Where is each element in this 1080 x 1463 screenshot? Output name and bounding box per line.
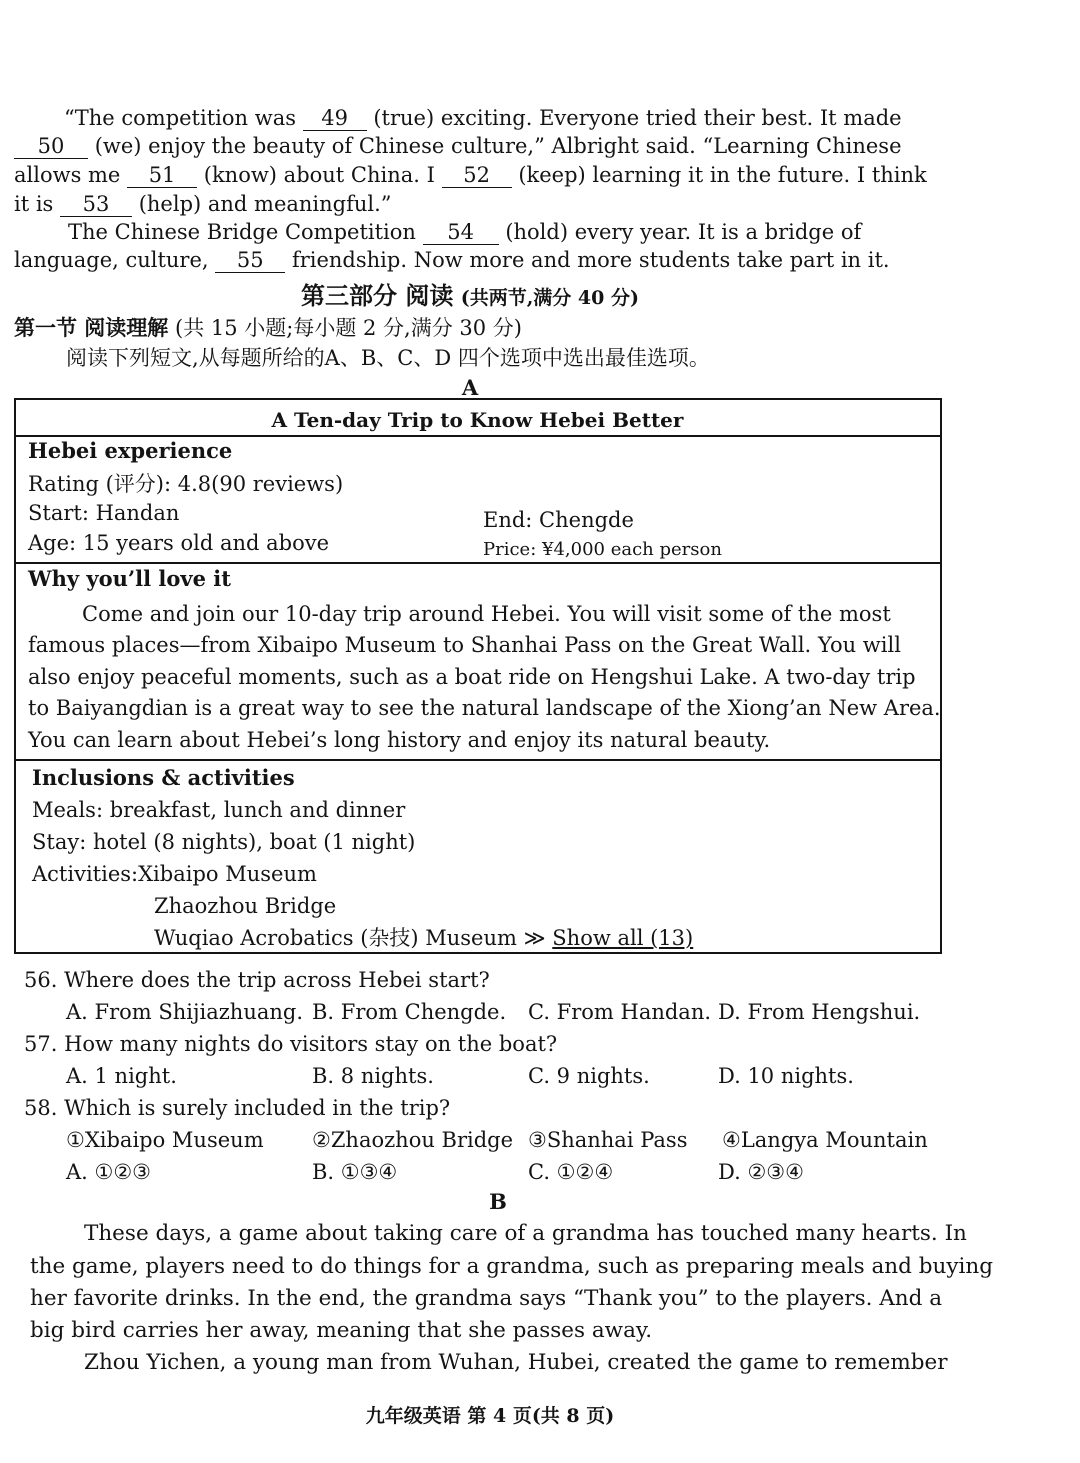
blank-49[interactable]: 49: [303, 106, 367, 131]
blank-50[interactable]: 50: [14, 134, 88, 159]
option[interactable]: C. ①②④: [528, 1160, 614, 1184]
cloze-line-6: language, culture, 55 friendship. Now more and more students take part in it.: [14, 248, 890, 272]
trip-start: Start: Handan: [28, 501, 180, 525]
why-line: Come and join our 10-day trip around Hebei. You will visit some of the most: [82, 602, 891, 626]
choice-item: ②Zhaozhou Bridge: [312, 1128, 514, 1152]
price: Price: ¥4,000 each person: [483, 539, 722, 560]
experience-heading: Hebei experience: [28, 438, 233, 463]
cloze-line-4: it is 53 (help) and meaningful.”: [14, 192, 392, 216]
card-divider: [16, 759, 940, 761]
activity-item: Xibaipo Museum: [138, 862, 317, 886]
passage-b-line: the game, players need to do things for a grandma, such as preparing meals and buying: [30, 1254, 993, 1279]
why-line: also enjoy peaceful moments, such as a boat ride on Hengshui Lake. A two-day trip: [28, 665, 916, 689]
passage-a-label: A: [461, 375, 479, 400]
passage-b-line: Zhou Yichen, a young man from Wuhan, Hubei, created the game to remember: [84, 1350, 948, 1375]
why-line: to Baiyangdian is a great way to see the natural landscape of the Xiong’an New Area.: [28, 696, 941, 720]
page-footer: 九年级英语 第 4 页(共 8 页): [365, 1405, 615, 1427]
activity-item-last: Wuqiao Acrobatics (杂技) Museum ≫ Show all (13): [154, 926, 694, 950]
cloze-line-2: 50 (we) enjoy the beauty of Chinese culture,” Albright said. “Learning Chinese: [14, 132, 902, 160]
section-one-title: 第一节 阅读理解 (共 15 小题;每小题 2 分,满分 30 分): [14, 315, 522, 340]
option[interactable]: C. 9 nights.: [528, 1064, 650, 1088]
option[interactable]: A. 1 night.: [66, 1064, 177, 1088]
blank-54[interactable]: 54: [423, 220, 499, 245]
inclusions-heading: Inclusions & activities: [32, 765, 295, 790]
option[interactable]: C. From Handan.: [528, 1000, 712, 1024]
option[interactable]: B. From Chengde.: [312, 1000, 507, 1024]
choice-item: ①Xibaipo Museum: [66, 1128, 264, 1152]
trip-end: End: Chengde: [483, 508, 634, 532]
meals: Meals: breakfast, lunch and dinner: [32, 798, 406, 822]
card-title: A Ten-day Trip to Know Hebei Better: [271, 408, 684, 432]
option[interactable]: D. 10 nights.: [718, 1064, 854, 1088]
activity-item: Zhaozhou Bridge: [154, 894, 337, 918]
question-stem: 56. Where does the trip across Hebei start?: [24, 968, 490, 992]
blank-51[interactable]: 51: [127, 163, 197, 188]
why-line: You can learn about Hebei’s long history and enjoy its natural beauty.: [28, 728, 771, 752]
stay: Stay: hotel (8 nights), boat (1 night): [32, 830, 416, 854]
option[interactable]: B. 8 nights.: [312, 1064, 434, 1088]
option[interactable]: B. ①③④: [312, 1160, 398, 1184]
passage-b-label: B: [489, 1189, 507, 1214]
passage-b-line: big bird carries her away, meaning that she passes away.: [30, 1318, 653, 1343]
why-line: famous places—from Xibaipo Museum to Shanhai Pass on the Great Wall. You will: [28, 633, 901, 657]
passage-b-line: her favorite drinks. In the end, the grandma says “Thank you” to the players. And a: [30, 1286, 943, 1311]
option[interactable]: D. From Hengshui.: [718, 1000, 921, 1024]
age-limit: Age: 15 years old and above: [28, 531, 330, 555]
rating: Rating (评分): 4.8(90 reviews): [28, 472, 344, 496]
choice-item: ④Langya Mountain: [722, 1128, 928, 1152]
why-heading: Why you’ll love it: [28, 566, 231, 591]
blank-53[interactable]: 53: [60, 192, 132, 217]
cloze-line-3: allows me 51 (know) about China. I 52 (keep) learning it in the future. I think: [14, 163, 927, 187]
trip-card: [14, 398, 942, 954]
choice-item: ③Shanhai Pass: [528, 1128, 688, 1152]
cloze-line-5: The Chinese Bridge Competition 54 (hold) every year. It is a bridge of: [68, 220, 862, 244]
activities-line: Activities:Xibaipo Museum: [32, 862, 317, 886]
part-three-title: 第三部分 阅读 (共两节,满分 40 分): [301, 281, 639, 310]
blank-55[interactable]: 55: [215, 248, 285, 273]
option[interactable]: A. From Shijiazhuang.: [66, 1000, 304, 1024]
show-all-link[interactable]: Show all (13): [552, 926, 694, 950]
question-stem: 58. Which is surely included in the trip?: [24, 1096, 451, 1120]
option[interactable]: D. ②③④: [718, 1160, 804, 1184]
option[interactable]: A. ①②③: [66, 1160, 151, 1184]
instruction: 阅读下列短文,从每题所给的A、B、C、D 四个选项中选出最佳选项。: [66, 346, 710, 370]
card-divider: [16, 562, 940, 564]
cloze-line-1: “The competition was 49 (true) exciting. Everyone tried their best. It made: [64, 106, 902, 130]
blank-52[interactable]: 52: [442, 163, 512, 188]
question-stem: 57. How many nights do visitors stay on the boat?: [24, 1032, 558, 1056]
passage-b-line: These days, a game about taking care of a grandma has touched many hearts. In: [84, 1221, 967, 1246]
